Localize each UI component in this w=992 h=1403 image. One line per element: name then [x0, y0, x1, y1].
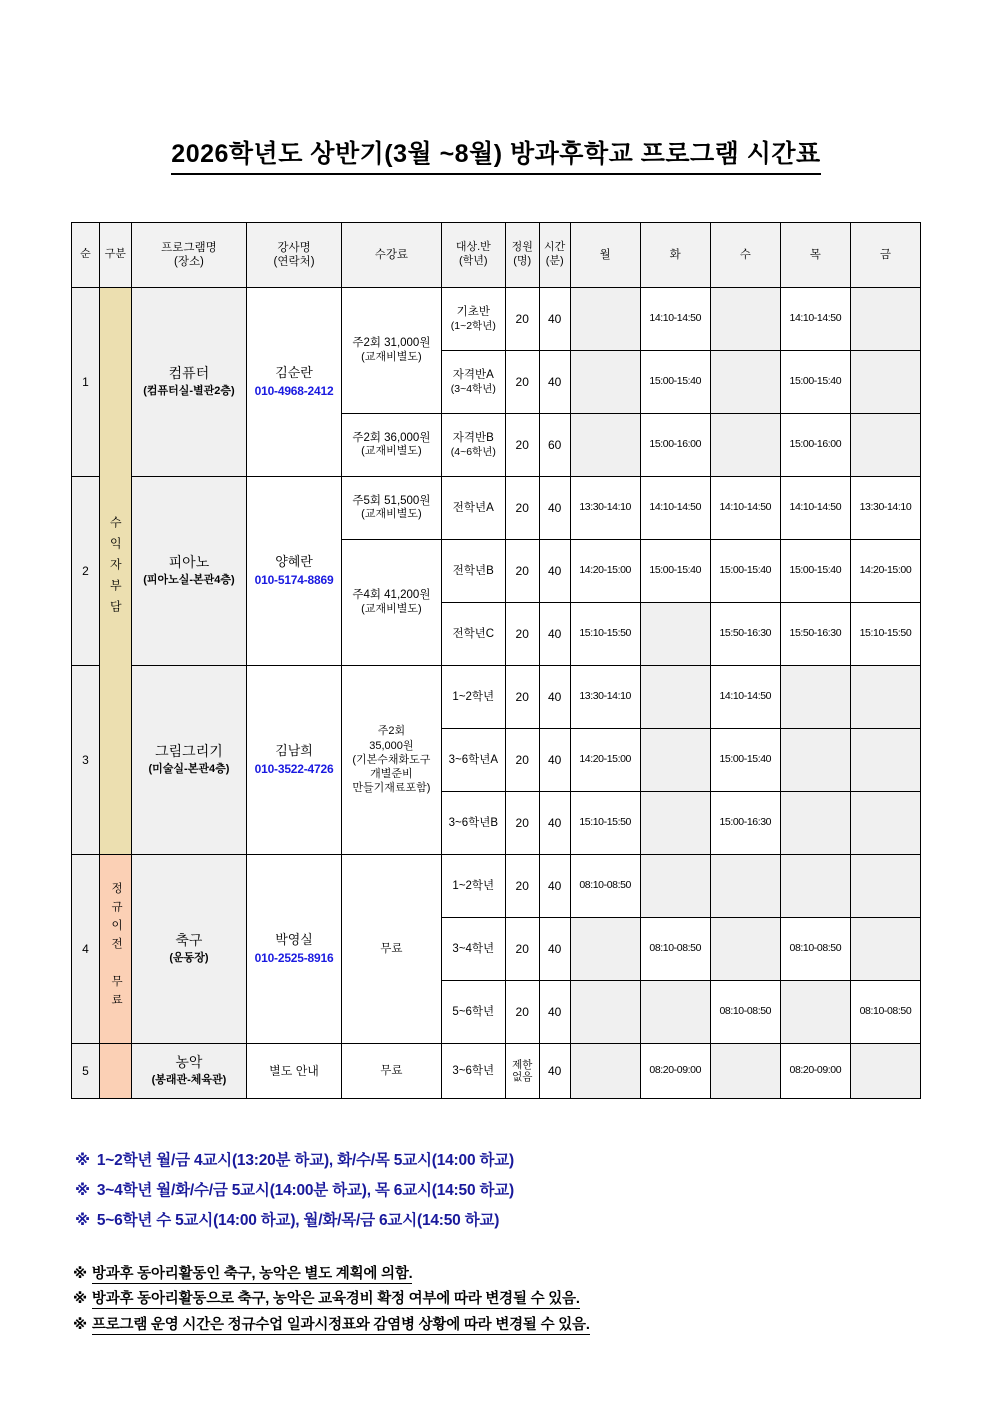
capacity [505, 1044, 539, 1099]
reference-mark-icon: ※ [75, 1212, 90, 1230]
timeslot-mon: 15:10-15:50 [570, 603, 640, 666]
target-class-name: 기초반 [456, 306, 490, 319]
teacher-name: 김남희 [275, 743, 313, 759]
fee-sub: (교재비별도) [361, 508, 422, 521]
timeslot-thu: 15:00-16:00 [780, 414, 850, 477]
program-name: 농악 [175, 1054, 203, 1071]
reference-mark-icon: ※ [73, 1291, 87, 1308]
duration: 40 [539, 477, 570, 540]
timeslot-wed [710, 1044, 780, 1099]
timeslot-wed: 14:10-14:50 [710, 666, 780, 729]
fee-line: 주2회 36,000원 [352, 431, 431, 444]
timeslot-mon [570, 288, 640, 351]
row-number: 3 [72, 666, 100, 855]
program-place: (봉래관-체육관) [151, 1073, 227, 1086]
target-class-name: 1~2학년 [452, 879, 495, 892]
timeslot-fri: 15:10-15:50 [850, 603, 920, 666]
header-program-sub: (장소) [174, 256, 204, 268]
table-body [72, 288, 921, 1099]
reference-mark-icon: ※ [75, 1152, 90, 1169]
capacity: 20 [505, 603, 539, 666]
timeslot-mon: 13:30-14:10 [570, 477, 640, 540]
timeslot-thu: 15:50-16:30 [780, 603, 850, 666]
table-row [72, 1044, 921, 1099]
teacher-phone: 010-3522-4726 [254, 761, 334, 776]
fee-cell [341, 414, 441, 477]
fee-cell [341, 540, 441, 666]
row-number: 1 [72, 288, 100, 477]
program-name-cell [131, 288, 246, 477]
row-number: 4 [72, 855, 100, 1044]
note-black-item [73, 1287, 953, 1312]
target-class-name: 5~6학년 [452, 1005, 495, 1018]
teacher-cell [247, 477, 342, 666]
table-row [72, 855, 921, 918]
timeslot-tue: 08:10-08:50 [640, 918, 710, 981]
target-class [441, 981, 505, 1044]
header-capacity-main: 정원 [511, 241, 533, 254]
target-class-name: 자격반B [452, 432, 494, 445]
table-row [72, 666, 921, 729]
fee-line: (기본수채화도구 [352, 753, 431, 766]
timeslot-fri: 13:30-14:10 [850, 477, 920, 540]
note-blue-text: 3~4학년 월/화/수/금 5교시(14:00분 하교), 목 6교시(14:50 하교) [96, 1182, 514, 1200]
teacher-name: 박영실 [275, 932, 313, 948]
timeslot-wed [710, 288, 780, 351]
title-container [0, 134, 992, 175]
target-class-name: 1~2학년 [452, 690, 495, 703]
capacity: 20 [505, 792, 539, 855]
program-name-cell [131, 477, 246, 666]
capacity: 20 [505, 540, 539, 603]
category-free [99, 855, 131, 1044]
fee-sub: (교재비별도) [361, 602, 422, 615]
target-class-grade: (1~2학년) [450, 319, 496, 332]
schedule-table-container [71, 222, 921, 1099]
reference-mark-icon: ※ [73, 1266, 87, 1282]
capacity: 20 [505, 981, 539, 1044]
header-duration-main: 시간 [544, 241, 566, 254]
header-no: 순 [72, 223, 100, 288]
timeslot-wed [710, 414, 780, 477]
timeslot-mon [570, 981, 640, 1044]
category-free-continued [99, 1044, 131, 1099]
timeslot-thu: 15:00-15:40 [780, 540, 850, 603]
fee-line: 주4회 41,200원 [352, 589, 431, 602]
capacity: 20 [505, 666, 539, 729]
capacity: 20 [505, 729, 539, 792]
target-class [441, 855, 505, 918]
timeslot-fri [850, 288, 920, 351]
target-class [441, 351, 505, 414]
duration: 40 [539, 540, 570, 603]
timeslot-mon: 08:10-08:50 [570, 855, 640, 918]
timeslot-wed: 15:00-15:40 [710, 540, 780, 603]
header-day-tue: 화 [640, 223, 710, 288]
teacher-cell [247, 1044, 342, 1099]
note-black-text: 프로그램 운영 시간은 정규수업 일과시정표와 감염병 상황에 따라 변경될 수 있음. [91, 1316, 590, 1333]
target-class [441, 603, 505, 666]
header-duration [539, 223, 570, 288]
timeslot-tue: 15:00-16:00 [640, 414, 710, 477]
capacity: 20 [505, 351, 539, 414]
capacity-line: 제한 [512, 1058, 533, 1071]
teacher-phone: 010-5174-8869 [254, 572, 334, 587]
program-place: (컴퓨터실-별관2층) [143, 384, 235, 397]
duration: 40 [539, 918, 570, 981]
note-blue-item [75, 1146, 935, 1176]
teacher-name: 양혜란 [275, 554, 313, 570]
header-day-fri: 금 [850, 223, 920, 288]
target-class-name: 3~6학년B [448, 816, 498, 829]
capacity: 20 [505, 918, 539, 981]
timeslot-wed: 14:10-14:50 [710, 477, 780, 540]
target-class [441, 477, 505, 540]
note-black-item [73, 1313, 953, 1338]
reference-mark-icon: ※ [75, 1182, 90, 1200]
target-class-grade: (4~6학년) [450, 445, 496, 458]
timeslot-wed: 15:50-16:30 [710, 603, 780, 666]
timeslot-wed [710, 351, 780, 414]
fee-cell [341, 666, 441, 855]
header-teacher-sub: (연락처) [273, 256, 315, 268]
timeslot-fri [850, 351, 920, 414]
program-name: 컴퓨터 [168, 365, 210, 382]
header-row [72, 223, 921, 288]
header-program [131, 223, 246, 288]
timeslot-tue [640, 855, 710, 918]
fee-cell [341, 855, 441, 1044]
timeslot-mon [570, 414, 640, 477]
target-class-grade: (3~4학년) [450, 382, 496, 395]
fee-line: 주2회 31,000원 [352, 337, 431, 350]
teacher-name: 별도 안내 [269, 1063, 319, 1078]
timeslot-thu [780, 666, 850, 729]
header-teacher-main: 강사명 [277, 241, 311, 254]
program-name: 피아노 [168, 554, 210, 571]
target-class-name: 3~6학년A [448, 753, 498, 766]
fee-line: 개별준비 [370, 768, 413, 781]
timeslot-wed: 15:00-16:30 [710, 792, 780, 855]
target-class [441, 414, 505, 477]
header-fee: 수강료 [341, 223, 441, 288]
timeslot-fri [850, 414, 920, 477]
target-class [441, 792, 505, 855]
timeslot-tue [640, 603, 710, 666]
duration: 40 [539, 981, 570, 1044]
reference-mark-icon: ※ [73, 1316, 87, 1333]
timeslot-tue: 08:20-09:00 [640, 1044, 710, 1099]
fee-line: 주2회 [377, 725, 406, 738]
target-class-name: 전학년A [452, 501, 494, 514]
timeslot-wed [710, 855, 780, 918]
duration: 60 [539, 414, 570, 477]
category-paid [99, 288, 131, 855]
program-name: 축구 [175, 932, 203, 949]
timeslot-thu [780, 981, 850, 1044]
header-capacity-sub: (명) [513, 255, 532, 267]
timeslot-fri [850, 1044, 920, 1099]
target-class [441, 1044, 505, 1099]
target-class [441, 666, 505, 729]
timeslot-fri: 08:10-08:50 [850, 981, 920, 1044]
program-place: (미술실-본관4층) [148, 762, 230, 775]
timeslot-tue [640, 981, 710, 1044]
duration: 40 [539, 603, 570, 666]
page-title: 2026학년도 상반기(3월 ~8월) 방과후학교 프로그램 시간표 [171, 134, 820, 175]
timeslot-mon: 15:10-15:50 [570, 792, 640, 855]
duration: 40 [539, 729, 570, 792]
timeslot-fri [850, 918, 920, 981]
fee-sub: (교재비별도) [361, 445, 422, 458]
program-place: (피아노실-본관4층) [143, 573, 235, 586]
header-category: 구분 [99, 223, 131, 288]
timeslot-mon [570, 918, 640, 981]
fee-line: 35,000원 [369, 739, 414, 752]
duration: 40 [539, 288, 570, 351]
program-place: (운동장) [169, 951, 209, 964]
notes-blue-list [75, 1146, 935, 1237]
timeslot-tue: 14:10-14:50 [640, 288, 710, 351]
program-name-cell [131, 1044, 246, 1099]
category-free-label: 정규이전 무료 [110, 881, 123, 1012]
program-name-cell [131, 666, 246, 855]
program-name: 그림그리기 [155, 743, 223, 760]
target-class-name: 3~6학년 [452, 1064, 495, 1077]
table-row [72, 477, 921, 540]
timeslot-tue: 15:00-15:40 [640, 540, 710, 603]
table-row [72, 288, 921, 351]
header-capacity [505, 223, 539, 288]
timeslot-tue [640, 666, 710, 729]
teacher-phone: 010-2525-8916 [254, 950, 334, 965]
target-class [441, 918, 505, 981]
schedule-table [71, 222, 921, 1099]
duration: 40 [539, 792, 570, 855]
header-day-mon: 월 [570, 223, 640, 288]
target-class [441, 540, 505, 603]
table-header [72, 223, 921, 288]
timeslot-thu: 15:00-15:40 [780, 351, 850, 414]
duration: 40 [539, 855, 570, 918]
fee-cell [341, 477, 441, 540]
timeslot-tue: 14:10-14:50 [640, 477, 710, 540]
note-blue-item [75, 1176, 935, 1206]
timeslot-wed [710, 918, 780, 981]
target-class [441, 729, 505, 792]
fee-line: 만들기재료포함) [352, 782, 431, 795]
capacity: 20 [505, 477, 539, 540]
capacity: 20 [505, 288, 539, 351]
target-class-name: 자격반A [452, 369, 494, 382]
timeslot-tue [640, 792, 710, 855]
note-blue-item [75, 1206, 935, 1236]
timeslot-fri [850, 666, 920, 729]
row-number: 5 [72, 1044, 100, 1099]
timeslot-thu: 14:10-14:50 [780, 288, 850, 351]
timeslot-fri [850, 855, 920, 918]
target-class-name: 3~4학년 [452, 942, 495, 955]
timeslot-mon: 14:20-15:00 [570, 540, 640, 603]
program-name-cell [131, 855, 246, 1044]
teacher-cell [247, 855, 342, 1044]
fee-line: 무료 [380, 1064, 403, 1077]
timeslot-tue [640, 729, 710, 792]
timeslot-mon [570, 351, 640, 414]
header-program-main: 프로그램명 [161, 241, 217, 254]
timeslot-thu: 08:20-09:00 [780, 1044, 850, 1099]
capacity: 20 [505, 855, 539, 918]
target-class-name: 전학년B [452, 564, 494, 577]
timeslot-mon: 13:30-14:10 [570, 666, 640, 729]
header-target [441, 223, 505, 288]
duration: 40 [539, 351, 570, 414]
teacher-name: 김순란 [275, 365, 313, 381]
timeslot-tue: 15:00-15:40 [640, 351, 710, 414]
fee-cell [341, 288, 441, 414]
timeslot-fri: 14:20-15:00 [850, 540, 920, 603]
header-teacher [247, 223, 342, 288]
note-blue-text: 1~2학년 월/금 4교시(13:20분 하교), 화/수/목 5교시(14:00 하교) [96, 1152, 514, 1169]
note-blue-text: 5~6학년 수 5교시(14:00 하교), 월/화/목/금 6교시(14:50 하교) [96, 1212, 500, 1230]
header-target-sub: (학년) [459, 255, 488, 267]
note-black-text: 방과후 동아리활동으로 축구, 농악은 교육경비 확정 여부에 따라 변경될 수 있음. [91, 1291, 580, 1308]
fee-sub: (교재비별도) [361, 350, 422, 363]
notes-black-list [73, 1262, 953, 1338]
teacher-cell [247, 666, 342, 855]
target-class [441, 288, 505, 351]
timeslot-fri [850, 729, 920, 792]
capacity-line: 없음 [512, 1071, 533, 1083]
timeslot-thu [780, 855, 850, 918]
teacher-cell [247, 288, 342, 477]
duration: 40 [539, 1044, 570, 1099]
timeslot-thu: 08:10-08:50 [780, 918, 850, 981]
fee-line: 무료 [380, 942, 403, 955]
timeslot-thu [780, 792, 850, 855]
timeslot-mon [570, 1044, 640, 1099]
duration: 40 [539, 666, 570, 729]
timeslot-mon: 14:20-15:00 [570, 729, 640, 792]
timeslot-thu: 14:10-14:50 [780, 477, 850, 540]
fee-cell [341, 1044, 441, 1099]
note-black-text: 방과후 동아리활동인 축구, 농악은 별도 계획에 의함. [91, 1266, 413, 1282]
header-duration-sub: (분) [545, 255, 564, 267]
fee-line: 주5회 51,500원 [352, 494, 431, 507]
header-target-main: 대상.반 [455, 241, 491, 254]
header-day-wed: 수 [710, 223, 780, 288]
timeslot-fri [850, 792, 920, 855]
capacity: 20 [505, 414, 539, 477]
row-number: 2 [72, 477, 100, 666]
timeslot-wed: 08:10-08:50 [710, 981, 780, 1044]
category-paid-label: 수익자부담 [108, 516, 123, 622]
timeslot-thu [780, 729, 850, 792]
header-day-thu: 목 [780, 223, 850, 288]
timeslot-wed: 15:00-15:40 [710, 729, 780, 792]
target-class-name: 전학년C [452, 627, 495, 640]
teacher-phone: 010-4968-2412 [254, 383, 334, 398]
note-black-item [73, 1262, 953, 1287]
